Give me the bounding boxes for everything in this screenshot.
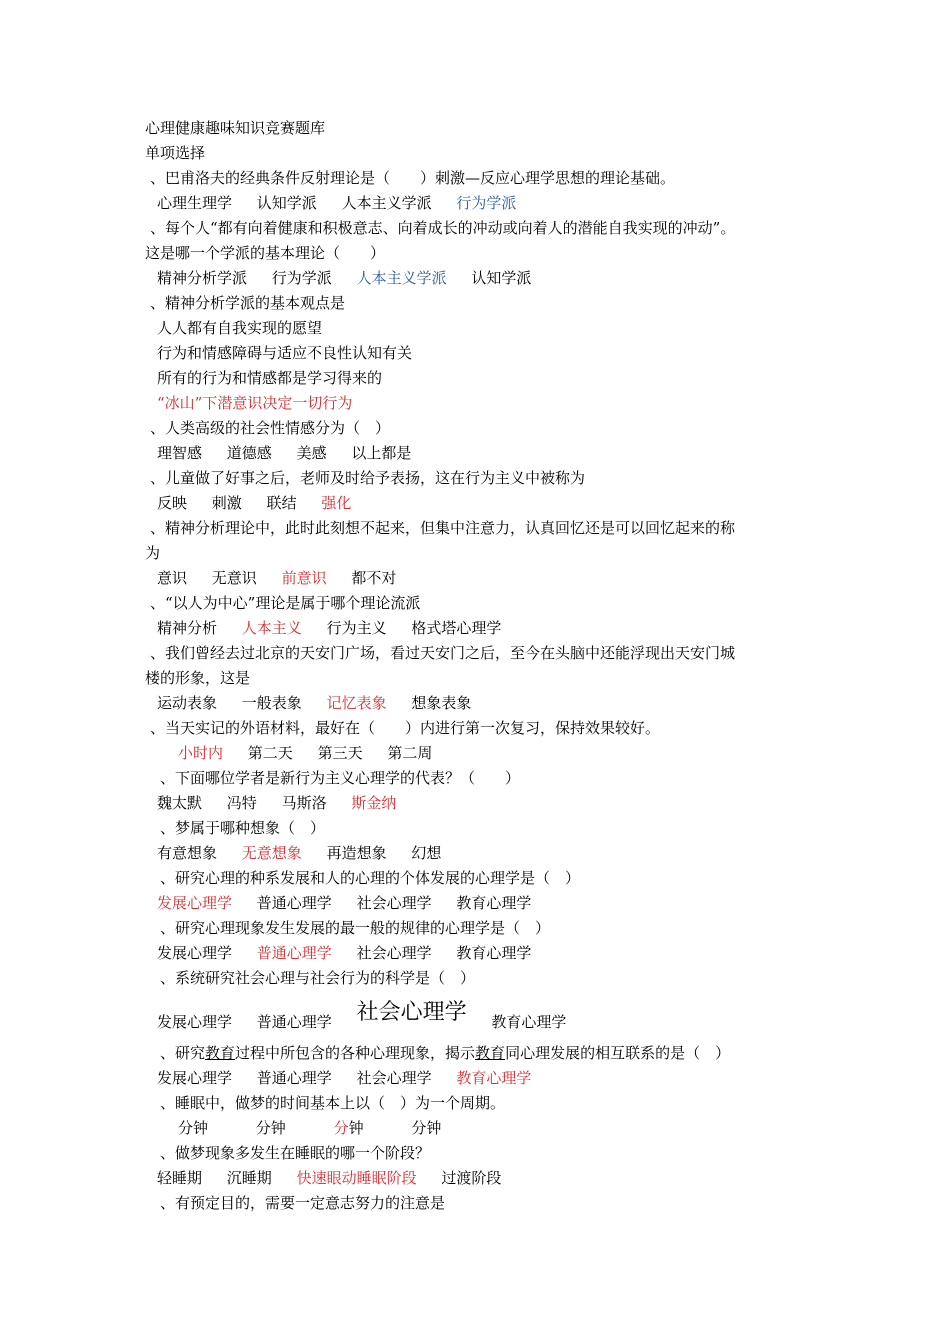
question-stem: 、系统研究社会心理与社会行为的科学是（ ）	[160, 969, 476, 987]
options-row	[157, 493, 371, 513]
option: 美感	[296, 444, 327, 462]
options-row	[157, 843, 461, 863]
answer-option: 强化	[321, 494, 352, 512]
options-row	[157, 1068, 551, 1088]
stem-part: 过程中所包含的各种心理现象，揭示	[235, 1044, 476, 1062]
option: 沉睡期	[226, 1169, 272, 1187]
question-stem: 、当天实记的外语材料，最好在（ ）内进行第一次复习，保持效果较好。	[150, 719, 661, 737]
option: 格式塔心理学	[411, 619, 502, 637]
option: 精神分析	[157, 619, 218, 637]
answer-option: 发展心理学	[157, 894, 233, 912]
question-stem: 、有预定目的，需要一定意志努力的注意是	[160, 1194, 446, 1212]
section-heading: 单项选择	[145, 144, 206, 162]
option: 魏太默	[157, 794, 203, 812]
option: 教育心理学	[491, 1013, 567, 1031]
option: 行为和情感障碍与适应不良性认知有关	[157, 344, 413, 362]
question-stem: 、下面哪位学者是新行为主义心理学的代表？（ ）	[160, 769, 521, 787]
option: 发展心理学	[157, 1069, 233, 1087]
option: 第二周	[387, 744, 433, 762]
option: 分钟	[411, 1119, 442, 1137]
options-row	[157, 893, 551, 913]
question-stem: 、精神分析学派的基本观点是	[150, 294, 346, 312]
option: 分钟	[255, 1119, 286, 1137]
option: 一般表象	[241, 694, 302, 712]
option: 刺激	[211, 494, 242, 512]
option: 幻想	[411, 844, 442, 862]
option: 第三天	[317, 744, 363, 762]
question-stem: 、研究心理的种系发展和人的心理的个体发展的心理学是（ ）	[160, 869, 581, 887]
question-stem: 、巴甫洛夫的经典条件反射理论是（ ）刺激—反应心理学思想的理论基础。	[150, 169, 676, 187]
answer-option: 人本主义学派	[356, 269, 447, 287]
question-stem: 、儿童做了好事之后，老师及时给予表扬，这在行为主义中被称为	[150, 469, 586, 487]
options-row	[157, 1000, 586, 1034]
answer-option: 人本主义	[241, 619, 302, 637]
question-stem: 、做梦现象多发生在睡眠的哪一个阶段？	[160, 1144, 431, 1162]
options-row	[157, 693, 491, 713]
answer-option: 前意识	[281, 569, 327, 587]
option: 反映	[157, 494, 188, 512]
options-row	[178, 1118, 461, 1138]
option: 人本主义学派	[341, 194, 432, 212]
question-stem: 、研究心理现象发生发展的最一般的规律的心理学是（ ）	[160, 919, 551, 937]
option: 教育心理学	[456, 944, 532, 962]
option: 运动表象	[157, 694, 218, 712]
option: 马斯洛	[281, 794, 327, 812]
question-stem: 、梦属于哪种想象（ ）	[160, 819, 326, 837]
options-row	[157, 268, 551, 288]
question-stem: 、每个人“都有向着健康和积极意志、向着成长的冲动或向着人的潜能自我实现的冲动”。	[150, 219, 736, 237]
option: 再造想象	[326, 844, 387, 862]
options-row	[157, 568, 416, 588]
option-suffix: 钟	[348, 1119, 364, 1137]
option: 人人都有自我实现的愿望	[157, 319, 323, 337]
options-row	[157, 943, 551, 963]
option: 无意识	[211, 569, 257, 587]
answer-option: 教育心理学	[456, 1069, 532, 1087]
answer-option: 普通心理学	[256, 944, 332, 962]
options-row	[157, 443, 431, 463]
question-stem: 、人类高级的社会性情感分为（ ）	[150, 419, 391, 437]
question-stem: 、我们曾经去过北京的天安门广场，看过天安门之后，至今在头脑中还能浮现出天安门城	[150, 644, 736, 662]
option: 普通心理学	[256, 1069, 332, 1087]
answer-option: 斯金纳	[351, 794, 397, 812]
doc-title: 心理健康趣味知识竞赛题库	[145, 119, 326, 137]
options-row	[157, 193, 536, 213]
option: 第二天	[247, 744, 293, 762]
option: 社会心理学	[356, 894, 432, 912]
question-stem-continued: 为	[145, 544, 161, 562]
underlined-word: 教育	[475, 1044, 506, 1062]
option: 冯特	[226, 794, 257, 812]
option: 社会心理学	[356, 944, 432, 962]
answer-option: 无意想象	[241, 844, 302, 862]
option: 认知学派	[471, 269, 532, 287]
stem-part: 、研究	[160, 1044, 206, 1062]
option: 所有的行为和情感都是学习得来的	[157, 369, 383, 387]
options-row	[157, 618, 521, 638]
question-stem: 、“以人为中心”理论是属于哪个理论流派	[150, 594, 421, 612]
question-stem: 、睡眠中，做梦的时间基本上以（ ）为一个周期。	[160, 1094, 506, 1112]
question-stem-continued: 楼的形象，这是	[145, 669, 251, 687]
answer-option: “冰山”下潜意识决定一切行为	[157, 394, 353, 412]
question-stem	[160, 1043, 730, 1063]
option: 联结	[266, 494, 297, 512]
option: 精神分析学派	[157, 269, 248, 287]
option: 发展心理学	[157, 944, 233, 962]
option: 有意想象	[157, 844, 218, 862]
option: 轻睡期	[157, 1169, 203, 1187]
underlined-word: 教育	[205, 1044, 236, 1062]
stem-part: 同心理发展的相互联系的是（ ）	[505, 1044, 731, 1062]
option: 过渡阶段	[441, 1169, 502, 1187]
options-row	[157, 1168, 521, 1188]
option: 都不对	[351, 569, 397, 587]
option: 道德感	[226, 444, 272, 462]
option: 意识	[157, 569, 188, 587]
options-row	[178, 743, 452, 763]
answer-option: 小时内	[178, 744, 224, 762]
option: 普通心理学	[256, 1013, 332, 1031]
option: 行为主义	[326, 619, 387, 637]
option: 认知学派	[256, 194, 317, 212]
option: 普通心理学	[256, 894, 332, 912]
answer-option-large: 社会心理学	[356, 1000, 467, 1025]
option: 教育心理学	[456, 894, 532, 912]
option: 理智感	[157, 444, 203, 462]
option: 想象表象	[411, 694, 472, 712]
question-stem: 、精神分析理论中，此时此刻想不起来，但集中注意力，认真回忆还是可以回忆起来的称	[150, 519, 736, 537]
answer-option: 记忆表象	[326, 694, 387, 712]
option: 以上都是	[351, 444, 412, 462]
answer-option: 快速眼动睡眠阶段	[296, 1169, 417, 1187]
option: 社会心理学	[356, 1069, 432, 1087]
answer-option: 行为学派	[456, 194, 517, 212]
answer-option: 分	[333, 1119, 349, 1137]
option: 分钟	[178, 1119, 209, 1137]
option: 行为学派	[271, 269, 332, 287]
question-stem-continued: 这是哪一个学派的基本理论（ ）	[145, 244, 386, 262]
option: 发展心理学	[157, 1013, 233, 1031]
option: 心理生理学	[157, 194, 233, 212]
options-row	[157, 793, 416, 813]
